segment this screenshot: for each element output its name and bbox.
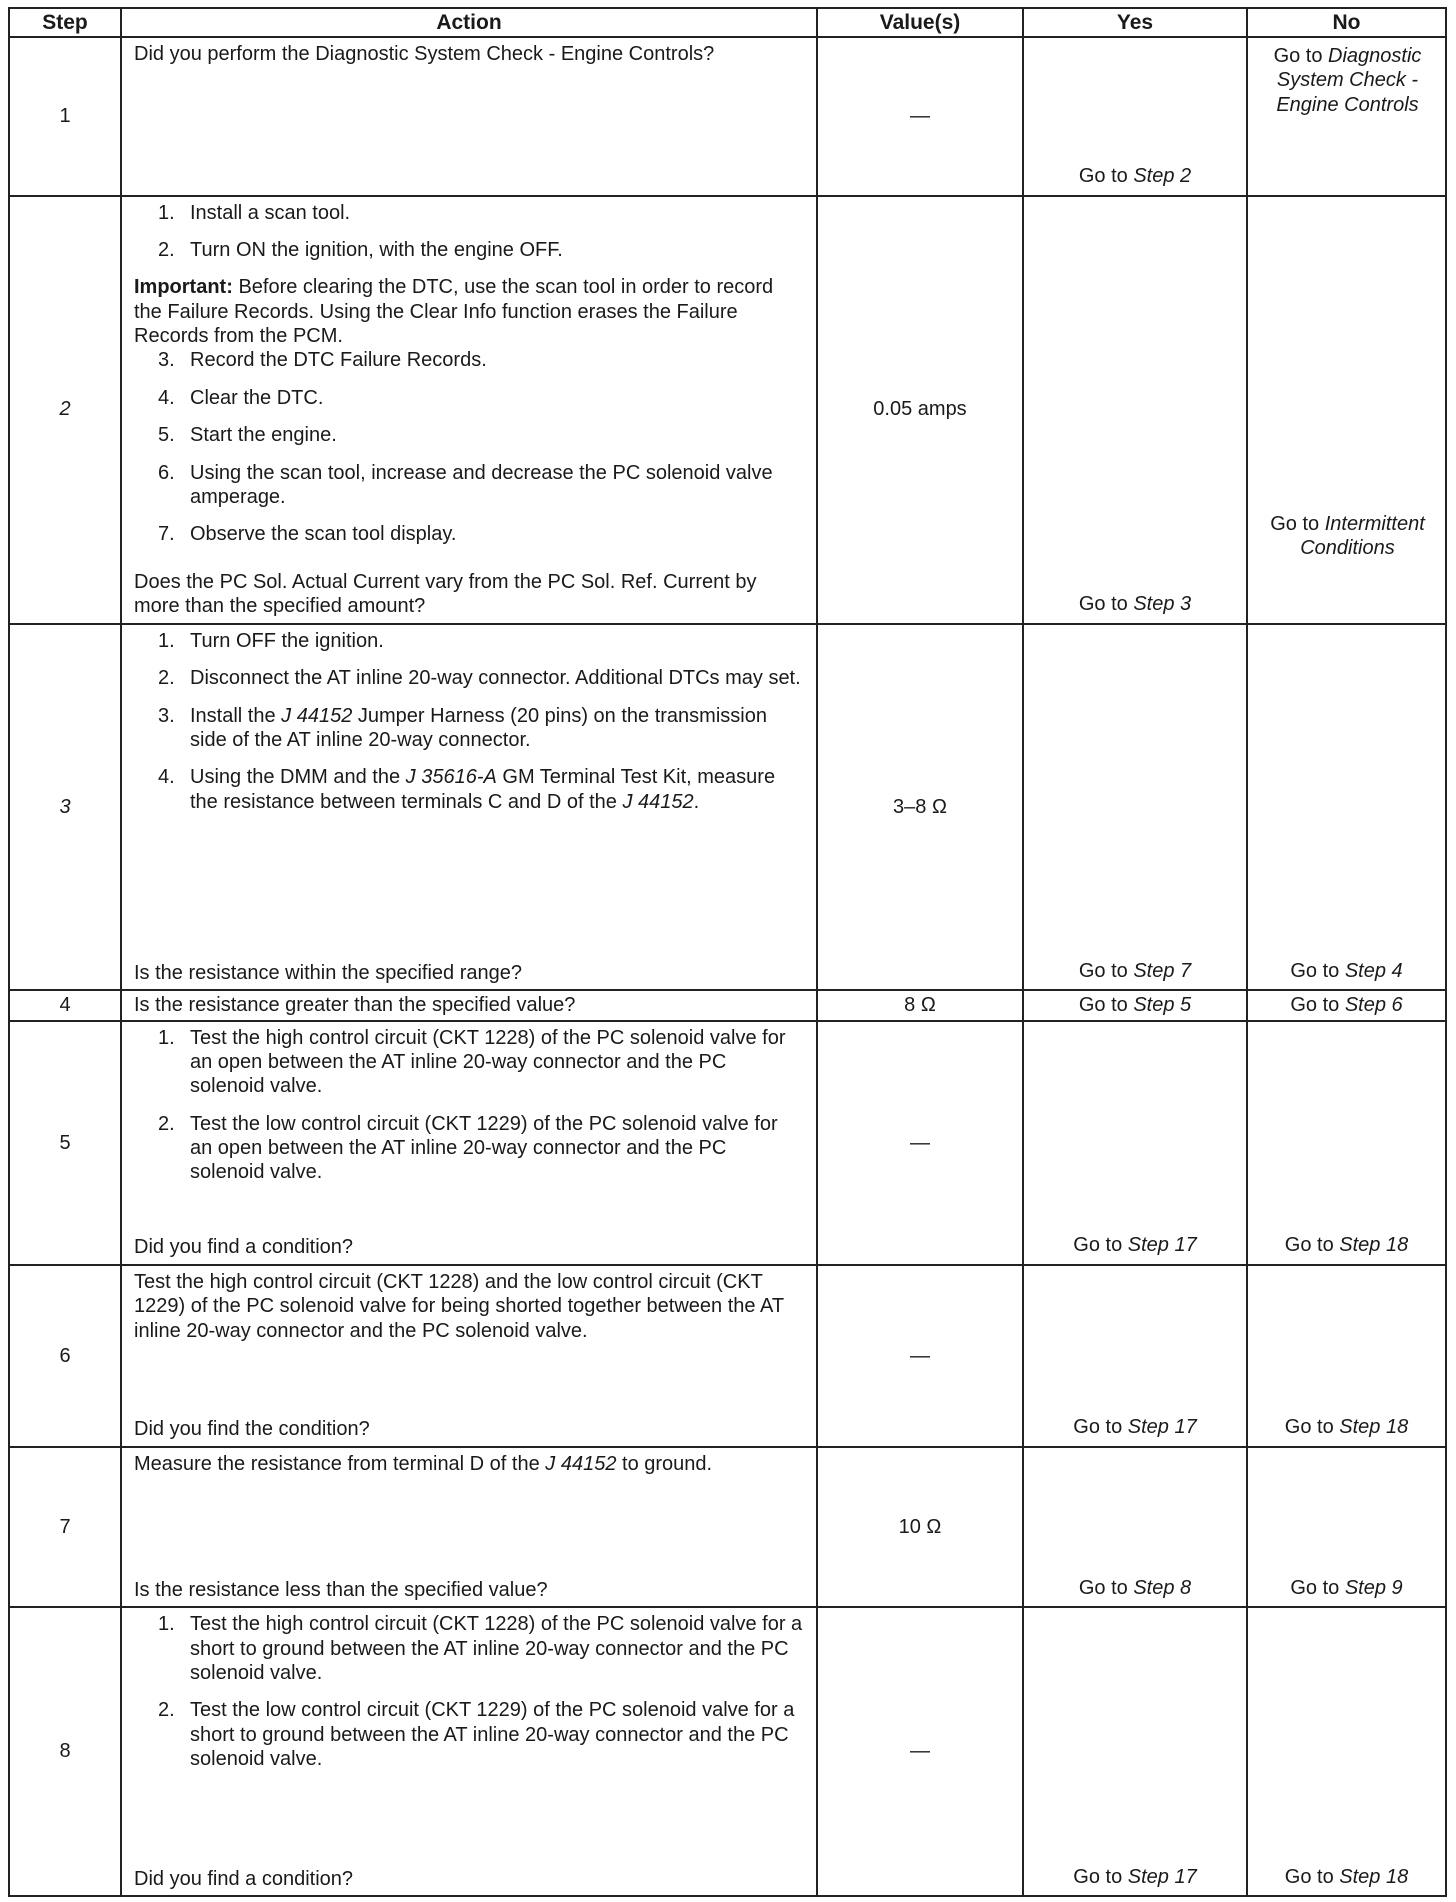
no-prefix: Go to xyxy=(1273,45,1329,67)
header-yes: Yes xyxy=(1023,8,1247,37)
yes-prefix: Go to xyxy=(1073,1416,1128,1439)
no-step-link[interactable]: Step 9 xyxy=(1344,1576,1403,1599)
action-item: 5. Start the engine. xyxy=(158,424,337,447)
yes-cell xyxy=(1023,1447,1247,1608)
table-row xyxy=(9,37,1446,196)
no-cell xyxy=(1247,1607,1446,1896)
yes-cell xyxy=(1023,624,1247,991)
action-item: 1. Install a scan tool. xyxy=(158,201,351,224)
action-item: 2. Turn ON the ignition, with the engine OFF. xyxy=(158,238,563,261)
no-cell xyxy=(1247,196,1446,624)
yes-step-link[interactable]: Step 17 xyxy=(1127,1234,1197,1257)
table-row xyxy=(9,1265,1446,1447)
step-number: 6 xyxy=(9,1265,121,1447)
yes-step-link[interactable]: Step 7 xyxy=(1133,959,1192,982)
header-step: Step xyxy=(9,8,121,37)
yes-step-link[interactable]: Step 8 xyxy=(1133,1576,1192,1599)
table-row xyxy=(9,624,1446,991)
no-step-link[interactable]: Step 4 xyxy=(1344,959,1403,982)
yes-cell xyxy=(1023,1021,1247,1265)
action-item: 1. Test the high control circuit (CKT 1228) of the PC solenoid valve for an open between the AT inline 20-way connector and the PC solenoid valve. xyxy=(158,1026,786,1098)
yes-cell xyxy=(1023,990,1247,1020)
important-label: Important: xyxy=(134,276,233,299)
table-row xyxy=(9,1447,1446,1608)
action-question: Did you find a condition? xyxy=(134,1867,354,1890)
action-cell xyxy=(121,990,817,1020)
value-cell: 8 Ω xyxy=(817,990,1023,1020)
table-row xyxy=(9,196,1446,624)
yes-prefix: Go to xyxy=(1078,165,1134,188)
no-prefix: Go to xyxy=(1284,1865,1340,1888)
action-item: 2. Test the low control circuit (CKT 1229) of the PC solenoid valve for a short to ground between the AT inline 20-way connector and the PC solenoid valve. xyxy=(158,1699,795,1771)
action-item: 4. Clear the DTC. xyxy=(158,386,324,409)
action-item: 2. Disconnect the AT inline 20-way connector. Additional DTCs may set. xyxy=(158,667,801,690)
no-cell xyxy=(1247,624,1446,991)
action-item: 1. Test the high control circuit (CKT 1228) of the PC solenoid valve for a short to ground between the AT inline 20-way connector and the PC solenoid valve. xyxy=(158,1613,803,1684)
tool-ref: J 44152 xyxy=(622,790,694,813)
yes-prefix: Go to xyxy=(1078,593,1134,616)
no-step-link[interactable]: Step 18 xyxy=(1339,1865,1409,1888)
step-number: 4 xyxy=(9,990,121,1020)
value-cell: 3–8 Ω xyxy=(817,624,1023,991)
action-item: 3. Record the DTC Failure Records. xyxy=(158,349,487,372)
action-question: Is the resistance greater than the specified value? xyxy=(134,994,576,1017)
table-row xyxy=(9,990,1446,1020)
step-number: 8 xyxy=(9,1607,121,1896)
yes-prefix: Go to xyxy=(1078,959,1134,982)
action-cell xyxy=(121,1447,817,1608)
no-prefix: Go to xyxy=(1270,512,1325,535)
value-cell: — xyxy=(817,1265,1023,1447)
diagnostic-table xyxy=(8,7,1447,1897)
action-item: 7. Observe the scan tool display. xyxy=(158,523,457,546)
yes-prefix: Go to xyxy=(1078,1576,1134,1599)
tool-ref: J 44152 xyxy=(545,1452,617,1475)
yes-step-link[interactable]: Step 2 xyxy=(1133,165,1192,188)
action-text: Test the high control circuit (CKT 1228) and the low control circuit (CKT 1229) of the PC solenoid valve for being shorted together between the AT inline 20-way connector and the PC solenoid valve. xyxy=(134,1270,784,1342)
value-cell: — xyxy=(817,1607,1023,1896)
action-question: Does the PC Sol. Actual Current vary from the PC Sol. Ref. Current by more than the specified amount? xyxy=(134,570,757,618)
no-cell xyxy=(1247,1447,1446,1608)
action-text: Measure the resistance from terminal D of the J 44152 to ground. xyxy=(134,1452,713,1475)
action-cell xyxy=(121,1265,817,1447)
action-cell xyxy=(121,196,817,624)
step-number: 3 xyxy=(9,624,121,991)
header-row xyxy=(9,8,1446,37)
yes-prefix: Go to xyxy=(1073,1234,1128,1257)
no-prefix: Go to xyxy=(1290,994,1345,1017)
action-item: 2. Test the low control circuit (CKT 1229) of the PC solenoid valve for an open between the AT inline 20-way connector and the PC solenoid valve. xyxy=(158,1112,778,1184)
header-values: Value(s) xyxy=(817,8,1023,37)
action-cell xyxy=(121,1607,817,1896)
no-step-link[interactable]: Step 18 xyxy=(1339,1416,1409,1439)
yes-cell xyxy=(1023,37,1247,196)
important-note xyxy=(134,275,804,348)
header-no: No xyxy=(1247,8,1446,37)
action-question: Is the resistance within the specified range? xyxy=(134,961,522,984)
yes-cell xyxy=(1023,196,1247,624)
no-step-link[interactable]: Diagnostic System Check - Engine Controls xyxy=(1276,45,1422,116)
step-number: 7 xyxy=(9,1447,121,1608)
value-cell: 10 Ω xyxy=(817,1447,1023,1608)
yes-step-link[interactable]: Step 5 xyxy=(1133,994,1192,1017)
table-row xyxy=(9,1021,1446,1265)
action-question: Did you find a condition? xyxy=(134,1236,354,1259)
action-question: Did you find the condition? xyxy=(134,1418,370,1441)
action-cell xyxy=(121,1021,817,1265)
no-prefix: Go to xyxy=(1290,1576,1345,1599)
yes-cell xyxy=(1023,1265,1247,1447)
action-cell xyxy=(121,37,817,196)
table-row xyxy=(9,1607,1446,1896)
no-prefix: Go to xyxy=(1290,959,1345,982)
no-cell xyxy=(1247,1265,1446,1447)
no-step-link[interactable]: Step 6 xyxy=(1344,994,1403,1017)
value-cell: — xyxy=(817,37,1023,196)
no-cell xyxy=(1247,1021,1446,1265)
action-question: Is the resistance less than the specified value? xyxy=(134,1578,548,1601)
no-step-link[interactable]: Intermittent Conditions xyxy=(1300,512,1425,559)
yes-cell xyxy=(1023,1607,1247,1896)
value-cell: — xyxy=(817,1021,1023,1265)
no-prefix: Go to xyxy=(1284,1234,1340,1257)
tool-ref: J 44152 xyxy=(281,704,353,727)
value-cell: 0.05 amps xyxy=(817,196,1023,624)
yes-prefix: Go to xyxy=(1073,1865,1128,1888)
action-item: 1. Turn OFF the ignition. xyxy=(158,629,384,652)
tool-ref: J 35616-A xyxy=(405,766,497,789)
yes-step-link[interactable]: Step 17 xyxy=(1127,1865,1197,1888)
yes-prefix: Go to xyxy=(1078,994,1134,1017)
action-cell xyxy=(121,624,817,991)
important-text: Before clearing the DTC, use the scan tool in order to record the Failure Records. Using the Clear Info function erases the Failure Records from the PCM. xyxy=(134,276,774,348)
action-item: 6. Using the scan tool, increase and decrease the PC solenoid valve amperage. xyxy=(158,461,773,509)
no-cell xyxy=(1247,37,1446,196)
no-cell xyxy=(1247,990,1446,1020)
no-prefix: Go to xyxy=(1284,1416,1340,1439)
action-item: 3. Install the J 44152 Jumper Harness (20 pins) on the transmission side of the AT inline 20-way connector. xyxy=(158,704,767,751)
yes-step-link[interactable]: Step 3 xyxy=(1133,593,1192,616)
step-number: 5 xyxy=(9,1021,121,1265)
action-item: 4. Using the DMM and the J 35616-A GM Terminal Test Kit, measure the resistance between terminals C and D of the J 44152. xyxy=(158,766,776,813)
header-action: Action xyxy=(121,8,817,37)
yes-step-link[interactable]: Step 17 xyxy=(1127,1416,1197,1439)
no-step-link[interactable]: Step 18 xyxy=(1339,1234,1409,1257)
step-number: 2 xyxy=(9,196,121,624)
step-number: 1 xyxy=(9,37,121,196)
action-text: Did you perform the Diagnostic System Check - Engine Controls? xyxy=(134,43,715,65)
